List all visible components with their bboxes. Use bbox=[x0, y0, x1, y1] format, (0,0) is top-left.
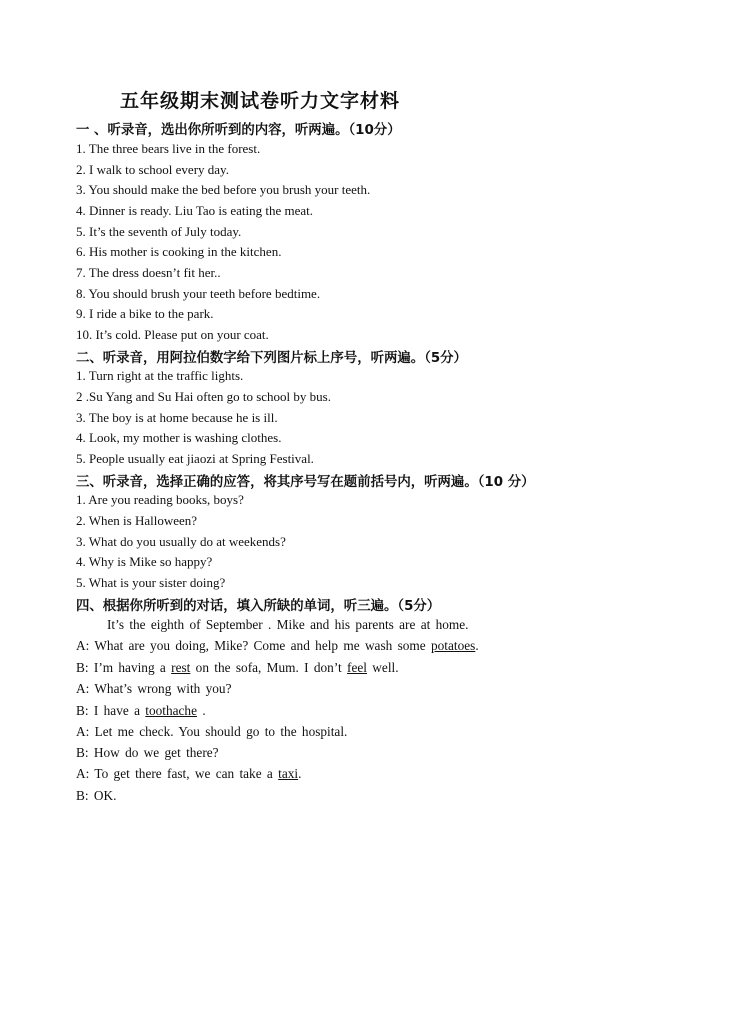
section-1-item: 5. It’s the seventh of July today. bbox=[76, 224, 242, 239]
section-3-item: 3. What do you usually do at weekends? bbox=[76, 534, 286, 549]
section-1-item: 9. I ride a bike to the park. bbox=[76, 306, 214, 321]
section-1-heading: 一 、听录音，选出你所听到的内容，听两遍。（10分） bbox=[76, 123, 401, 138]
section-2-heading: 二、听录音，用阿拉伯数字给下列图片标上序号，听两遍。（5分） bbox=[76, 351, 467, 366]
section-1-item: 4. Dinner is ready. Liu Tao is eating the meat. bbox=[76, 203, 313, 218]
dialogue-line-2: B: I’m having a rest on the sofa, Mum. I don’t feel well. bbox=[76, 660, 399, 675]
answer-taxi: taxi bbox=[278, 766, 299, 781]
dialogue-intro: It’s the eighth of September . Mike and his parents are at home. bbox=[107, 617, 469, 632]
dialogue-line-1: A: What are you doing, Mike? Come and help me wash some potatoes. bbox=[76, 638, 479, 653]
section-4-heading: 四、根据你所听到的对话，填入所缺的单词，听三遍。（5分） bbox=[76, 599, 441, 614]
section-1-item: 3. You should make the bed before you brush your teeth. bbox=[76, 182, 371, 197]
section-1-item: 8. You should brush your teeth before bedtime. bbox=[76, 286, 321, 301]
section-1-item: 10. It’s cold. Please put on your coat. bbox=[76, 327, 269, 342]
dialogue-line-3: A: What’s wrong with you? bbox=[76, 681, 232, 696]
section-2-item: 2 .Su Yang and Su Hai often go to school by bus. bbox=[76, 389, 331, 404]
section-1-item: 6. His mother is cooking in the kitchen. bbox=[76, 244, 282, 259]
answer-toothache: toothache bbox=[145, 703, 197, 718]
section-3-heading: 三、听录音，选择正确的应答，将其序号写在题前括号内，听两遍。（10 分） bbox=[76, 475, 535, 490]
answer-feel: feel bbox=[347, 660, 367, 675]
dialogue-line-5: A: Let me check. You should go to the hospital. bbox=[76, 724, 348, 739]
section-3-item: 5. What is your sister doing? bbox=[76, 575, 226, 590]
answer-potatoes: potatoes bbox=[431, 638, 476, 653]
section-3-item: 4. Why is Mike so happy? bbox=[76, 554, 213, 569]
section-2-item: 1. Turn right at the traffic lights. bbox=[76, 368, 244, 383]
dialogue-line-8: B: OK. bbox=[76, 788, 117, 803]
section-2-item: 5. People usually eat jiaozi at Spring Festival. bbox=[76, 451, 314, 466]
section-2-item: 4. Look, my mother is washing clothes. bbox=[76, 430, 282, 445]
dialogue-line-7: A: To get there fast, we can take a taxi. bbox=[76, 766, 302, 781]
dialogue-line-6: B: How do we get there? bbox=[76, 745, 219, 760]
answer-rest: rest bbox=[171, 660, 191, 675]
page-title: 五年级期末测试卷听力文字材料 bbox=[119, 90, 400, 112]
section-1-item: 1. The three bears live in the forest. bbox=[76, 141, 261, 156]
section-1-item: 7. The dress doesn’t fit her.. bbox=[76, 265, 221, 280]
section-2-item: 3. The boy is at home because he is ill. bbox=[76, 410, 278, 425]
section-3-item: 1. Are you reading books, boys? bbox=[76, 492, 244, 507]
section-3-item: 2. When is Halloween? bbox=[76, 513, 198, 528]
section-1-item: 2. I walk to school every day. bbox=[76, 162, 229, 177]
dialogue-line-4: B: I have a toothache . bbox=[76, 703, 206, 718]
